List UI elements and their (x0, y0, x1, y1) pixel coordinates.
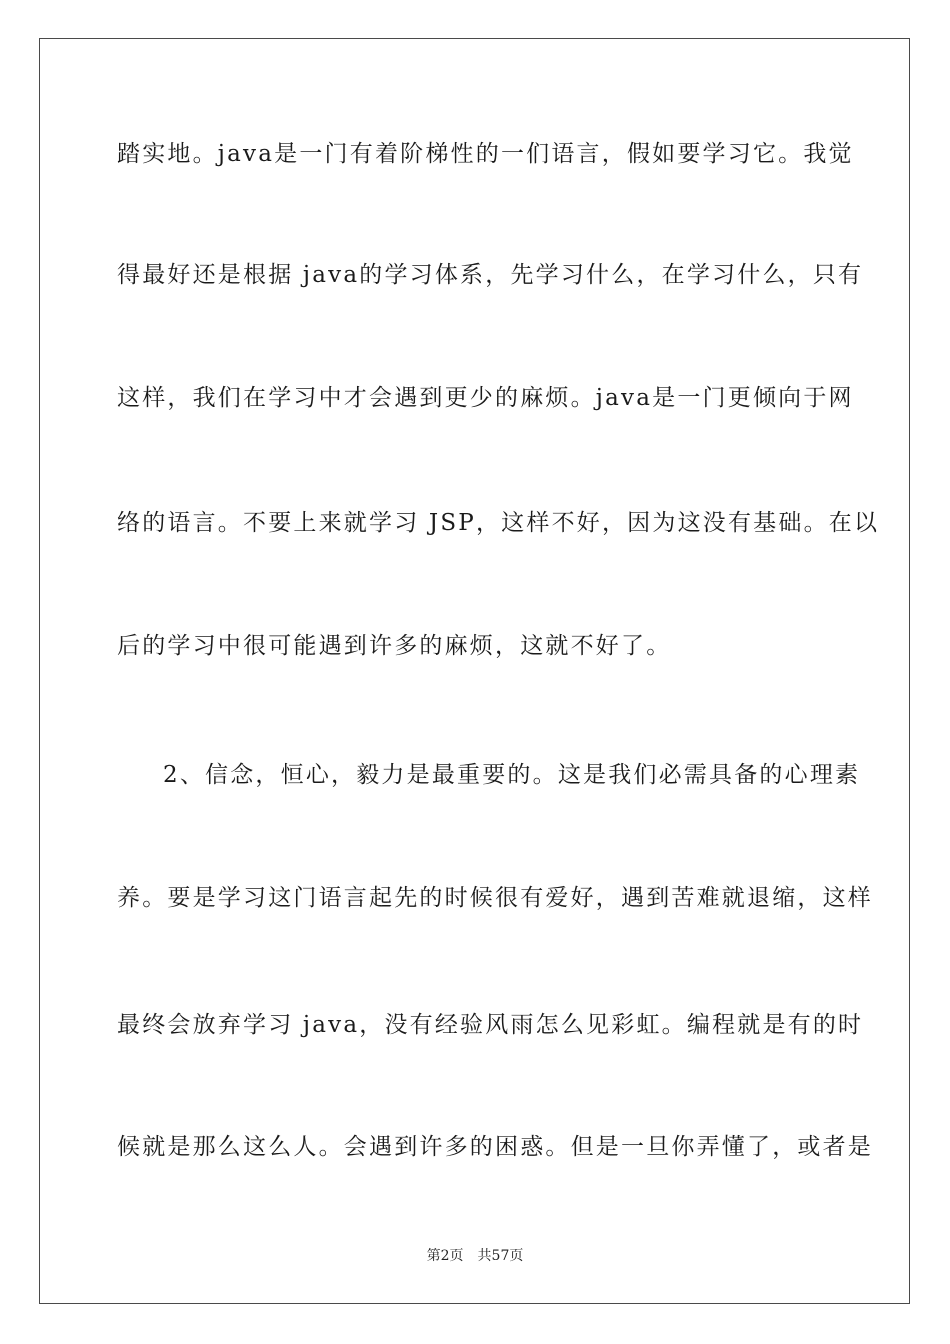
text-line: 候就是那么这么人。会遇到许多的困惑。但是一旦你弄懂了，或者是 (117, 1134, 873, 1160)
text-line: 这样，我们在学习中才会遇到更少的麻烦。java是一门更倾向于网 (117, 385, 854, 411)
text-line: 得最好还是根据 java的学习体系，先学习什么，在学习什么，只有 (117, 262, 864, 288)
page-footer (0, 1246, 950, 1266)
text-line: 养。要是学习这门语言起先的时候很有爱好，遇到苦难就退缩，这样 (117, 885, 873, 911)
page-number: 第2页 (426, 1248, 464, 1264)
text-line: 络的语言。不要上来就学习 JSP，这样不好，因为这没有基础。在以 (117, 510, 880, 536)
page-border (39, 38, 910, 1304)
text-line: 最终会放弃学习 java，没有经验风雨怎么见彩虹。编程就是有的时 (117, 1012, 864, 1038)
text-line: 后的学习中很可能遇到许多的麻烦，这就不好了。 (117, 633, 672, 659)
paragraph-start-line: 2、信念，恒心，毅力是最重要的。这是我们必需具备的心理素 (163, 762, 861, 788)
text-line: 踏实地。java是一门有着阶梯性的一们语言，假如要学习它。我觉 (117, 141, 854, 167)
total-pages: 共57页 (477, 1248, 524, 1264)
